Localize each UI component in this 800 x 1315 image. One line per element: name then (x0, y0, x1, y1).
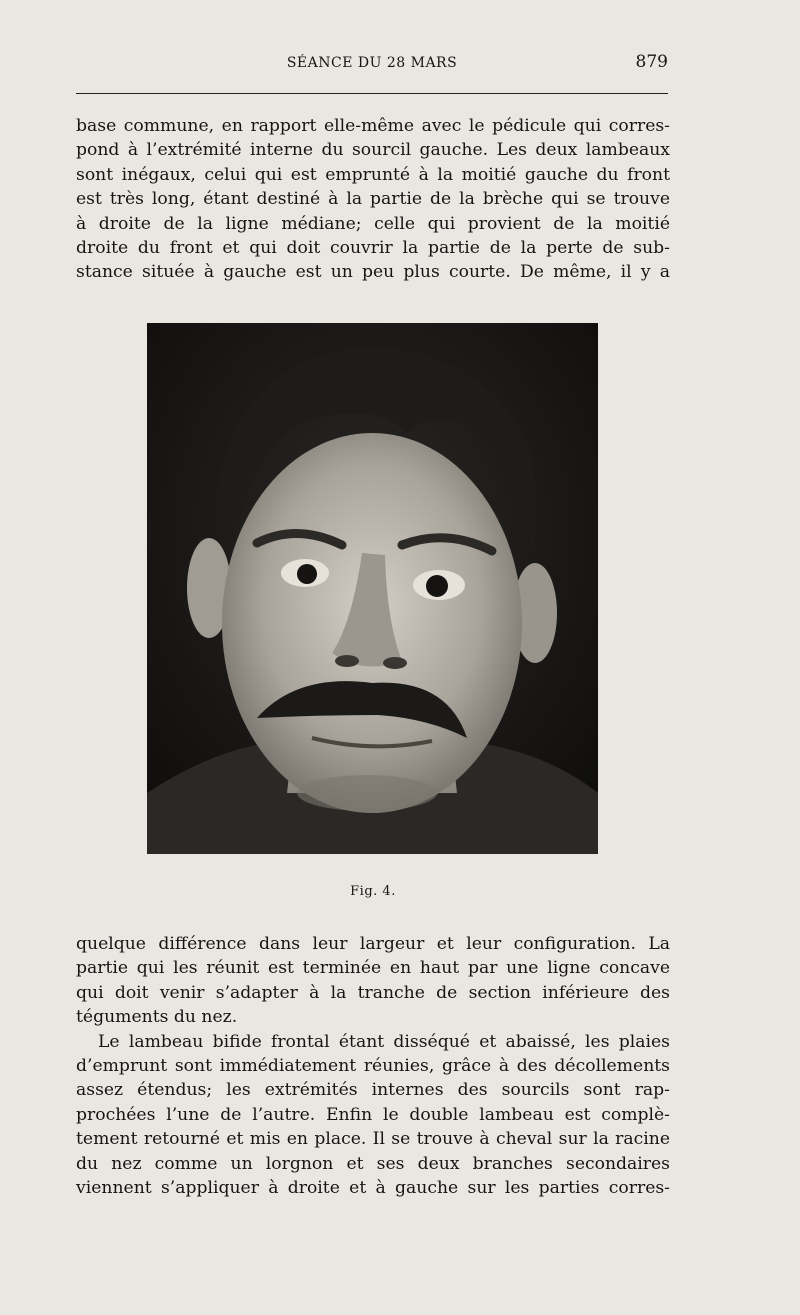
portrait-illustration (147, 323, 598, 854)
text-line: est très long, étant destiné à la partie de la brèche qui se trouve (76, 189, 670, 210)
text-line: base commune, en rapport elle-même avec le pédicule qui corres- (76, 116, 670, 136)
text-line: sont inégaux, celui qui est emprunté à la moitié gauche du front (76, 164, 670, 185)
text-line: partie qui les réunit est terminée en haut par une ligne concave (76, 958, 670, 979)
text-line: téguments du nez. (76, 1007, 238, 1028)
text-line: d’emprunt sont immédiatement réunies, grâce à des décollements (76, 1055, 670, 1076)
paragraph-top (76, 114, 670, 285)
text-line: qui doit venir s’adapter à la tranche de section inférieure des (76, 982, 670, 1003)
text-line: prochées l’une de l’autre. Enfin le double lambeau est complè- (76, 1104, 670, 1125)
portrait-photograph (147, 323, 598, 854)
page-header (76, 52, 668, 78)
text-line: Le lambeau bifide frontal étant disséqué et abaissé, les plaies (98, 1031, 670, 1052)
running-title: SÉANCE DU 28 MARS (286, 55, 458, 71)
text-line: à droite de la ligne médiane; celle qui provient de la moitié (76, 213, 670, 234)
text-line: pond à l’extrémité interne du sourcil gauche. Les deux lambeaux (76, 140, 670, 161)
text-line: stance située à gauche est un peu plus courte. De même, il y a (76, 262, 670, 283)
header-rule (76, 93, 668, 94)
text-line: droite du front et qui doit couvrir la partie de la perte de sub- (76, 237, 670, 258)
text-line: quelque différence dans leur largeur et leur configuration. La (76, 934, 670, 954)
page-number: 879 (635, 52, 668, 72)
text-line: assez étendus; les extrémités internes des sourcils sont rap- (76, 1080, 670, 1101)
figure-caption: Fig. 4. (350, 884, 396, 899)
text-line: du nez comme un lorgnon et ses deux branches secondaires (76, 1153, 670, 1174)
text-line: tement retourné et mis en place. Il se trouve à cheval sur la racine (76, 1129, 670, 1150)
paragraph-bottom (76, 932, 670, 1200)
text-line: viennent s’appliquer à droite et à gauche sur les parties corres- (76, 1177, 670, 1198)
